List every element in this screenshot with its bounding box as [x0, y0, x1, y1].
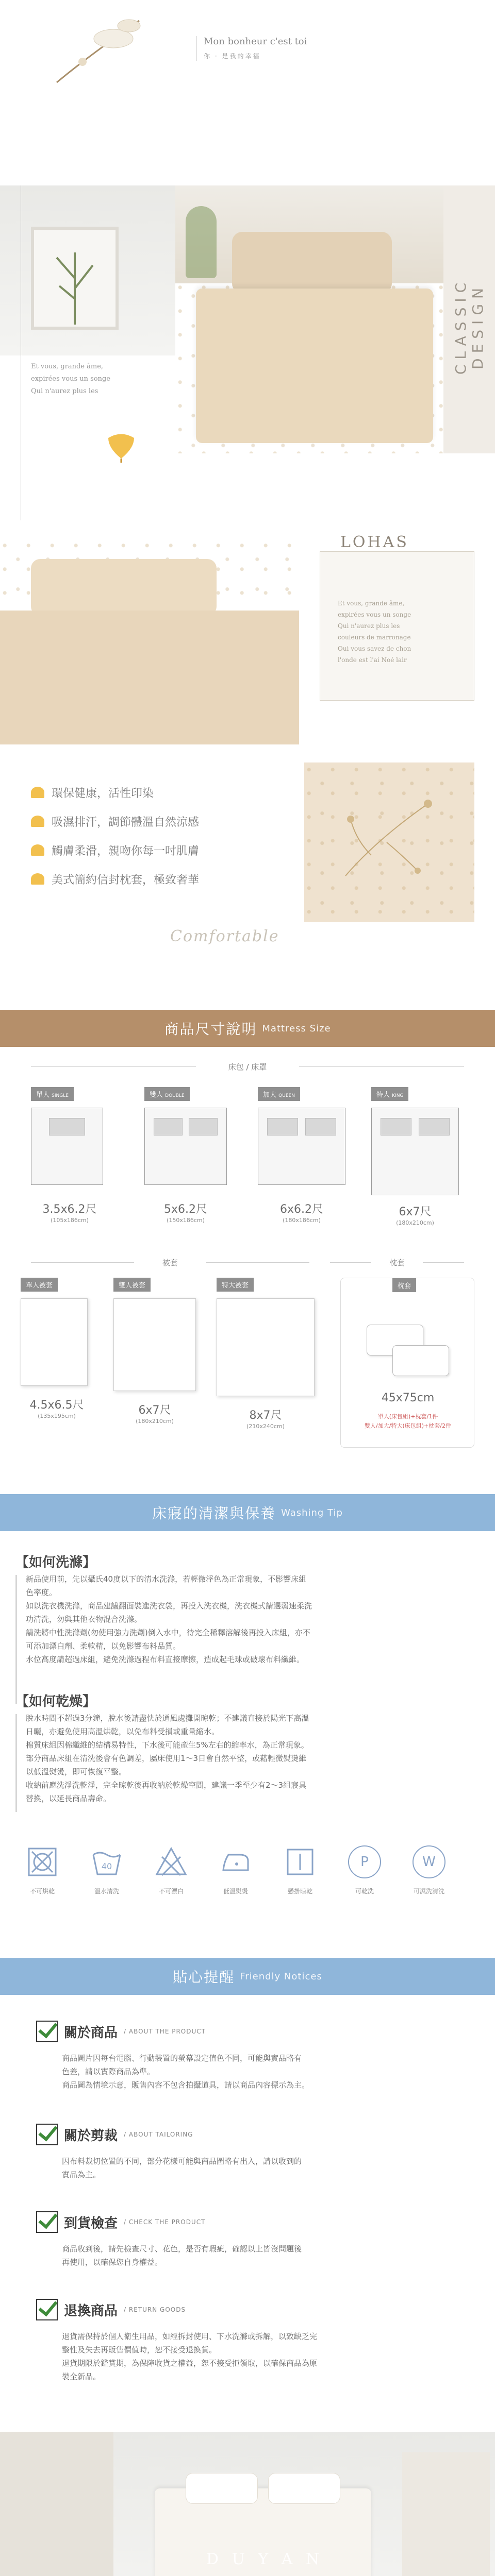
- mattress-size: 6x6.2尺: [279, 1203, 323, 1216]
- mattress-card: [144, 1087, 248, 1247]
- hero-section: [0, 0, 495, 520]
- notice-item-body: [62, 2242, 464, 2269]
- quilt-heading: 被套: [162, 1258, 178, 1267]
- fabric-closeup-photo: [304, 762, 474, 922]
- wash-line: 水位高度請超過床組，避免洗滌過程布料直接摩擦，造成起毛球或破壞布料纖維。: [26, 1655, 305, 1664]
- quilt-size-sub: (210x240cm): [246, 1423, 285, 1430]
- ginkgo-leaf-icon: [31, 816, 44, 827]
- quilt-card: [21, 1278, 113, 1432]
- quilt-label: 雙人被套: [113, 1278, 151, 1292]
- care-icons-row: [21, 1845, 474, 1923]
- wash-line: 可添加漂白劑、柔軟精，以免影響布料品質。: [26, 1641, 181, 1651]
- checkmark-icon: [36, 2021, 58, 2042]
- notice-item-head: [36, 2299, 186, 2320]
- lohas-title: LOHAS: [335, 533, 414, 551]
- care-caption: 可乾洗: [355, 1888, 374, 1895]
- size-section: [0, 1051, 495, 1494]
- pillow-shape: [392, 1345, 449, 1376]
- notice-item-head: [36, 2124, 193, 2145]
- notice-line: 整性及失去再販售價值時，恕不接受退換貨。: [62, 2345, 217, 2354]
- quilt-size-sub: (180x210cm): [136, 1418, 174, 1425]
- feature-text: 環保健康，活性印染: [52, 787, 154, 800]
- quilt-shape: [217, 1298, 315, 1396]
- quilt-size-sub: (135x195cm): [38, 1413, 76, 1419]
- quilt-shape: [21, 1298, 88, 1386]
- size-header: [0, 1010, 495, 1047]
- mattress-size-sub: (150x186cm): [167, 1217, 205, 1224]
- mattress-size-sub: (105x186cm): [51, 1217, 89, 1224]
- notice-line: 再使用，以確保您自身權益。: [62, 2258, 163, 2267]
- lohas-poem-line: Qui n'aurez plus les: [338, 622, 400, 630]
- notice-item-sub: / CHECK THE PRODUCT: [124, 2218, 206, 2226]
- lohas-section: [0, 520, 495, 994]
- lohas-poem-line: Et vous, grande âme,: [338, 600, 405, 607]
- brand-line-2: 你 · 是我的幸福: [204, 53, 261, 60]
- notice-line: 實品為主。: [62, 2170, 101, 2179]
- notice-item-sub: / ABOUT TAILORING: [124, 2131, 193, 2138]
- wash-line: 色率度。: [26, 1588, 57, 1597]
- dry-line: 以低溫熨燙，即可恢復平整。: [26, 1767, 127, 1776]
- hero-poem-line: expirées vous un songe: [31, 375, 111, 383]
- mattress-label: 特大 KING: [371, 1087, 408, 1101]
- lohas-poem: [338, 598, 411, 666]
- brand-line-1: Mon bonheur c'est toi: [204, 36, 307, 47]
- svg-text:40: 40: [101, 1861, 112, 1871]
- notice-title-en: Friendly Notices: [240, 1971, 322, 1982]
- ginkgo-leaf-icon: [103, 428, 139, 464]
- feature-item: [31, 778, 299, 807]
- mattress-card: [31, 1087, 134, 1247]
- notice-item-head: [36, 2021, 206, 2042]
- wet-clean-w-icon: W: [412, 1845, 446, 1878]
- notice-title: 貼心提醒: [173, 1969, 235, 1986]
- mattress-size-sub: (180x186cm): [283, 1217, 321, 1224]
- size-title: 商品尺寸說明: [164, 1021, 257, 1038]
- mattress-label: 單人 SINGLE: [31, 1087, 74, 1101]
- notice-line: 商品收到後，請先檢查尺寸、花色，是否有瑕疵，確認以上皆沒問題後: [62, 2244, 302, 2253]
- feature-item: [31, 836, 299, 865]
- wash-subheading: 【如何洗滌】: [15, 1555, 96, 1570]
- pillow-heading: 枕套: [389, 1258, 405, 1267]
- care-caption: 懸掛晾乾: [287, 1888, 312, 1895]
- lohas-poem-line: l'onde est l'ai Noé lair: [338, 656, 407, 664]
- ginkgo-leaf-icon: [31, 787, 44, 798]
- signature: Comfortable: [170, 927, 279, 945]
- feature-text: 觸膚柔滑，親吻你每一吋肌膚: [52, 844, 200, 858]
- hero-poem-line: Et vous, grande âme,: [31, 363, 104, 370]
- feature-item: [31, 865, 299, 893]
- lohas-poem-line: expirées vous un songe: [338, 611, 411, 618]
- dry-line: 收納前應洗淨洗乾淨，完全晾乾後再收納於乾燥空間，建議一季至少有2～3組寢具: [26, 1781, 307, 1790]
- care-caption: 低溫熨燙: [223, 1888, 248, 1895]
- wash-title-en: Washing Tip: [281, 1507, 343, 1518]
- feature-item: [31, 807, 299, 836]
- notice-line: 退貨期限於鑑賞期，為保障收貨之權益，恕不接受拒領取，以確保商品為原: [62, 2359, 318, 2368]
- pillow-card: [340, 1278, 474, 1448]
- notice-section: [0, 1995, 495, 2438]
- pillow-note: 雙人/加大/特大(床包組)+枕套/2件: [365, 1422, 451, 1429]
- size-title-en: Mattress Size: [262, 1023, 331, 1034]
- lohas-poem-line: couleurs de marronage: [338, 634, 411, 641]
- hero-poem: [31, 361, 110, 398]
- quilt-size: 8x7尺: [249, 1409, 282, 1422]
- wash-line: 新品使用前，先以攝氏40度以下的清水洗滌，若輕微浮色為正常現象，不影響床組: [26, 1574, 307, 1584]
- feature-list: [31, 778, 299, 893]
- mattress-size: 5x6.2尺: [163, 1203, 207, 1216]
- wash-line: 請洗將中性洗滌劑(勿使用強力洗劑)倒入水中，待完全稀釋溶解後再投入床組，亦不: [26, 1628, 310, 1637]
- dry-line: 替換，以延長商品壽命。: [26, 1794, 111, 1803]
- quilt-card: [217, 1278, 325, 1432]
- notice-header: [0, 1958, 495, 1995]
- feature-text: 美式簡約信封枕套，極致奢華: [52, 873, 200, 887]
- wall-photo: [0, 185, 175, 355]
- notice-item-title: 關於商品: [64, 2025, 118, 2041]
- mattress-card: [371, 1087, 474, 1247]
- main-bedding-photo: [175, 185, 443, 453]
- quilt-card: [113, 1278, 217, 1432]
- pillow-label: 枕套: [392, 1278, 416, 1292]
- mattress-size: 6x7尺: [399, 1206, 432, 1218]
- quilt-label: 單人被套: [21, 1278, 58, 1292]
- wash-header: [0, 1494, 495, 1531]
- feature-text: 吸濕排汗，調節體溫自然涼感: [52, 816, 200, 829]
- tub-wash-icon: [90, 1845, 123, 1878]
- notice-item-sub: / RETURN GOODS: [124, 2306, 186, 2313]
- low-iron-icon: [219, 1845, 252, 1878]
- pillow-note: 單人(床包組)+枕套/1件: [377, 1413, 438, 1420]
- dry-line: 部分商品床組在清洗後會有色調差，屬床使用1～3日會自然平整，或藉輕微熨燙維: [26, 1754, 307, 1763]
- brand-section: [0, 2432, 495, 2576]
- wash-40-icon: [26, 1845, 59, 1878]
- notice-item-title: 關於剪裁: [64, 2128, 118, 2144]
- mattress-size-sub: (180x210cm): [396, 1219, 434, 1226]
- dry-line: 日曬，亦避免使用高溫烘乾，以免布料受損或重量縮水。: [26, 1727, 220, 1736]
- care-caption: 不可烘乾: [29, 1888, 55, 1895]
- brand-watermark: D U Y A N: [206, 2550, 324, 2568]
- lohas-bedding-photo: [0, 538, 299, 744]
- checkmark-icon: [36, 2211, 58, 2233]
- notice-item-head: [36, 2211, 205, 2233]
- lohas-poem-line: Oui vous savez de chon: [338, 645, 411, 652]
- pillow-size: 45x75cm: [381, 1392, 435, 1404]
- checkmark-icon: [36, 2124, 58, 2145]
- wash-line: 如以洗衣機洗滌，商品建議翻面裝進洗衣袋，再投入洗衣機，洗衣機式請選弱速柔洗: [26, 1601, 312, 1611]
- dry-clean-p-icon: P: [348, 1845, 381, 1878]
- dry-line: 脫水時間不超過3分鐘，脫水後請盡快於通風處攤開晾乾；不建議直接於陽光下高溫: [26, 1714, 309, 1723]
- mattress-label: 加大 QUEEN: [258, 1087, 300, 1101]
- quilt-shape: [113, 1298, 196, 1391]
- side-text: CLASSIC DESIGN: [452, 277, 486, 375]
- flat-dry-icon: [284, 1845, 317, 1878]
- wash-title: 床寢的清潔與保養: [152, 1505, 276, 1522]
- ginkgo-leaf-icon: [31, 844, 44, 856]
- dry-instructions: [26, 1711, 480, 1805]
- notice-line: 因布料裁切位置的不同，部分花樣可能與商品圖略有出入，請以收到的: [62, 2157, 302, 2166]
- mattress-card: [258, 1087, 361, 1247]
- notice-item-title: 到貨檢查: [64, 2215, 118, 2231]
- quilt-label: 特大被套: [217, 1278, 254, 1292]
- notice-item-body: [62, 2155, 464, 2181]
- notice-line: 商品圖片因每台電腦、行動裝置的螢幕設定值色不同，可能與實品略有: [62, 2054, 302, 2063]
- quilt-size: 4.5x6.5尺: [29, 1399, 84, 1412]
- wash-line: 功清洗，勿與其他衣物混合洗滌。: [26, 1615, 142, 1624]
- mattress-heading: 床包 / 床罩: [228, 1062, 267, 1072]
- notice-item-body: [62, 2052, 464, 2092]
- dry-subheading: 【如何乾燥】: [15, 1694, 96, 1709]
- mattress-label: 雙人 DOUBLE: [144, 1087, 190, 1101]
- notice-item-sub: / ABOUT THE PRODUCT: [124, 2028, 206, 2035]
- notice-line: 商品圖為情境示意，販售內容不包含拍攝道具，請以商品內容標示為主。: [62, 2080, 310, 2090]
- notice-item-title: 退換商品: [64, 2303, 118, 2319]
- care-caption: 溫水清洗: [94, 1888, 119, 1895]
- hero-poem-line: Qui n'aurez plus les: [31, 387, 98, 395]
- wash-section: [0, 1531, 495, 1964]
- wash-instructions: [26, 1572, 480, 1666]
- care-caption: 不可漂白: [158, 1888, 184, 1895]
- care-caption: 可濕洗清洗: [413, 1888, 444, 1895]
- notice-line: 裝全新品。: [62, 2372, 101, 2381]
- ginkgo-leaf-icon: [31, 873, 44, 885]
- no-bleach-icon: [155, 1845, 188, 1878]
- flower-branch-illustration: [52, 10, 144, 88]
- notice-line: 退貨需保持於個人衛生用品，如經拆封使用、下水洗滌或拆解，以致缺乏完: [62, 2332, 318, 2341]
- dry-line: 棉質床組因棉纖維的結構易特性，下水後可能產生5%左右的縮率水，為正常現象。: [26, 1740, 309, 1750]
- checkmark-icon: [36, 2299, 58, 2320]
- quilt-size: 6x7尺: [138, 1404, 171, 1417]
- notice-line: 色差，請以實際商品為準。: [62, 2067, 155, 2076]
- mattress-size: 3.5x6.2尺: [42, 1203, 97, 1216]
- notice-item-body: [62, 2330, 464, 2383]
